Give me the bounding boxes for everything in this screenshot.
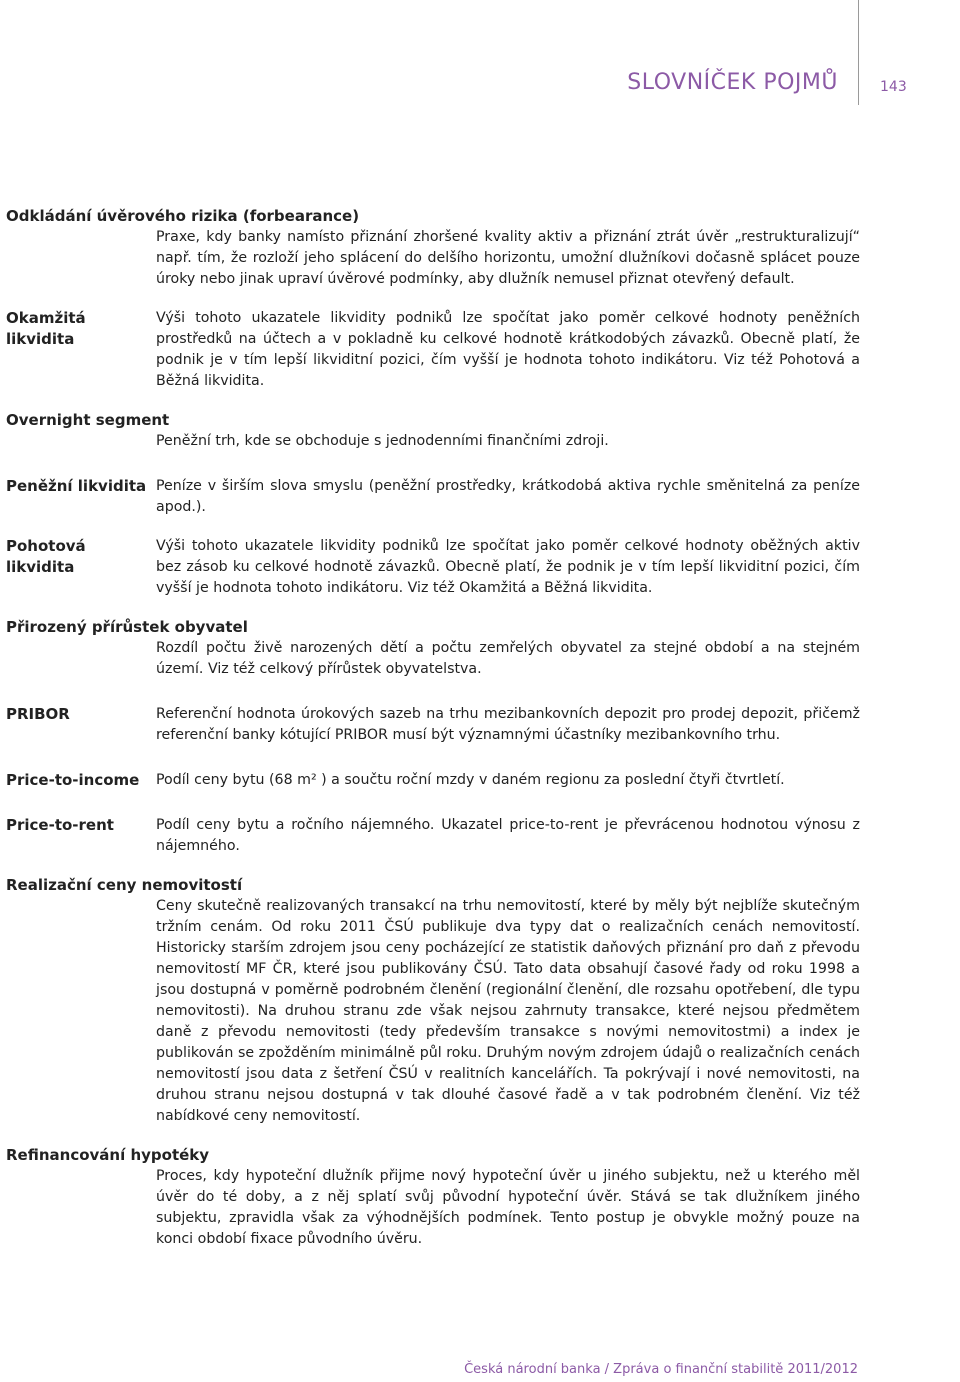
glossary-term: PRIBOR	[6, 705, 70, 723]
glossary-definition: Peněžní trh, kde se obchoduje s jednodenními finančními zdroji.	[156, 433, 609, 449]
section-title: SLOVNÍČEK POJMŮ	[627, 70, 838, 95]
glossary-definition: Výši tohoto ukazatele likvidity podniků lze spočítat jako poměr celkové hodnoty peněžních prostředků na účtech a v pokladně ku celkové hodnotě krátkodobých závazků. Obecně platí, že podnik je v tím lepší likviditní pozici, čím vyšší je hodnota tohoto indikátoru. Viz též Pohotová a Běžná likvidita.	[156, 310, 860, 389]
glossary-term: Price-to-income	[6, 771, 140, 789]
glossary-entry-price-to-income	[6, 770, 860, 791]
glossary-entry-pohotova-likvidita	[6, 536, 860, 599]
glossary-term: Price-to-rent	[6, 816, 114, 834]
page-footer: Česká národní banka / Zpráva o finanční stabilitě 2011/2012	[464, 1362, 858, 1377]
glossary-definition: Podíl ceny bytu (68 m² ) a součtu roční mzdy v daném regionu za poslední čtyři čtvrtletí.	[156, 772, 785, 788]
glossary-entry-refinancovani-hypoteky	[6, 1145, 860, 1250]
glossary-entry-penezni-likvidita	[6, 476, 860, 518]
glossary-term: Odkládání úvěrového rizika (forbearance)	[6, 207, 360, 225]
glossary-definition: Proces, kdy hypoteční dlužník přijme nový hypoteční úvěr u jiného subjektu, než u kterého měl úvěr do té doby, a z něj splatí svůj původní hypoteční úvěr. Stává se tak dlužníkem jiného subjektu, zpravidla však za výhodnějších podmínek. Tento postup je obvykle možný pouze na konci období fixace původního úvěru.	[156, 1168, 860, 1247]
glossary-term: Realizační ceny nemovitostí	[6, 876, 243, 894]
glossary-definition: Praxe, kdy banky namísto přiznání zhoršené kvality aktiv a přiznání ztrát úvěr „restrukturalizují“ např. tím, že rozloží jeho splácení do delšího horizontu, umožní dlužníkovi dočasně splácet pouze úroky nebo jinak upraví úvěrové podmínky, aby dlužník nemusel přiznat otevřený default.	[156, 229, 860, 287]
glossary-entry-pribor	[6, 704, 860, 746]
glossary-definition: Ceny skutečně realizovaných transakcí na trhu nemovitostí, které by měly být nejblíže skutečným tržním cenám. Od roku 2011 ČSÚ publikuje dva typy dat o realizačních cenách nemovitostí. Historicky starším zdrojem jsou ceny pocházející ze statistik daňových přiznání pro daň z převodu nemovitostí MF ČR, které jsou publikovány ČSÚ. Tato data obsahují časové řady od roku 1998 a jsou dostupná v poměrně podrobném členění (regionální členění, dle rozsahu opotřebení, dle typu nemovitosti). Na druhou stranu zde však nejsou zahrnuty transakce, které nejsou předmětem daně z převodu nemovitosti (tedy především transakce s novými nemovitostmi) a index je publikován se zpožděním minimálně půl roku. Druhým novým zdrojem údajů o realizačních cenách nemovitostí jsou data z šetření ČSÚ v realitních kancelářích. Ta pokrývají i nové nemovitosti, na druhou stranu nejsou dostupná v tak dlouhé časové řadě a v tak podrobném členění. Viz též nabídkové ceny nemovitostí.	[156, 898, 860, 1124]
glossary-entry-prirozeny-prirustek	[6, 617, 860, 680]
glossary-term: Peněžní likvidita	[6, 477, 147, 495]
glossary-definition: Peníze v širším slova smyslu (peněžní prostředky, krátkodobá aktiva rychle směnitelná za peníze apod.).	[156, 478, 860, 515]
glossary-definition: Výši tohoto ukazatele likvidity podniků lze spočítat jako poměr celkové hodnoty oběžných aktiv bez zásob ku celkové hodnotě závazků. Obecně platí, že podnik je v tím lepší likviditní pozici, čím vyšší je hodnota tohoto indikátoru. Viz též Okamžitá a Běžná likvidita.	[156, 538, 860, 596]
glossary-entry-forbearance	[6, 206, 860, 290]
glossary-term: Overnight segment	[6, 411, 170, 429]
header-divider	[858, 0, 859, 105]
glossary-term: Pohotová likvidita	[6, 537, 86, 576]
glossary-definition: Rozdíl počtu živě narozených dětí a počtu zemřelých obyvatel za stejné období a na stejném území. Viz též celkový přírůstek obyvatelstva.	[156, 640, 860, 677]
glossary-term: Refinancování hypotéky	[6, 1146, 210, 1164]
glossary-entry-overnight-segment	[6, 410, 860, 452]
glossary-term: Přirozený přírůstek obyvatel	[6, 618, 248, 636]
glossary-entry-realizacni-ceny	[6, 875, 860, 1127]
glossary-term: Okamžitá likvidita	[6, 309, 86, 348]
glossary-definition: Podíl ceny bytu a ročního nájemného. Ukazatel price-to-rent je převrácenou hodnotou výnosu z nájemného.	[156, 817, 860, 854]
glossary-definition: Referenční hodnota úrokových sazeb na trhu mezibankovních depozit pro prodej depozit, přičemž referenční banky kótující PRIBOR musí být významnými účastníky mezibankovního trhu.	[156, 706, 860, 743]
page-number: 143	[880, 79, 907, 95]
glossary-entry-price-to-rent	[6, 815, 860, 857]
glossary-list	[6, 206, 860, 1268]
glossary-entry-okamzita-likvidita	[6, 308, 860, 392]
